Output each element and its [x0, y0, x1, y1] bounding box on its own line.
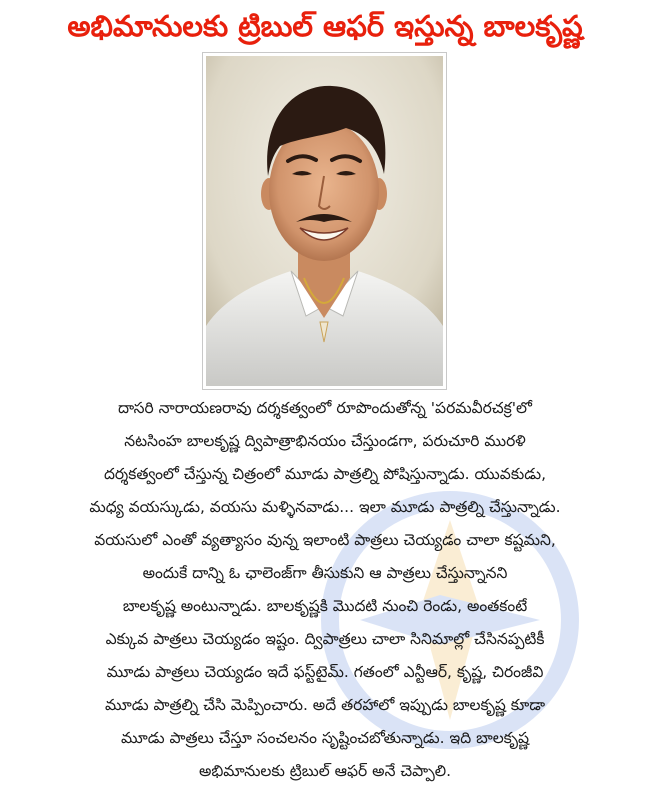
- article-line: అందుకే దాన్ని ఓ ఛాలెంజ్‌గా తీసుకుని ఆ పాత్రలు చేస్తున్నానని: [142, 564, 508, 582]
- article-body: [0, 392, 650, 788]
- article-line: దర్శకత్వంలో చేస్తున్న చిత్రంలో మూడు పాత్రల్ని పోషిస్తున్నాడు. యువకుడు,: [103, 465, 547, 483]
- article-line: మూడు పాత్రలు చెయ్యడం ఇదే ఫస్ట్‌టైమ్. గతంలో ఎన్టీఆర్, కృష్ణ, చిరంజీవి: [106, 663, 544, 681]
- article-line: ఎక్కువ పాత్రలు చెయ్యడం ఇష్టం. ద్విపాత్రలు చాలా సినిమాల్లో చేసినప్పటికీ: [105, 630, 545, 648]
- article-line: దాసరి నారాయణరావు దర్శకత్వంలో రూపొందుతోన్న 'పరమవీరచక్ర'లో: [118, 399, 532, 417]
- headline: అభిమానులకు ట్రిబుల్ ఆఫర్ ఇస్తున్న బాలకృష్ణ: [67, 9, 583, 43]
- article-line: మూడు పాత్రల్ని చేసి మెప్పించారు. అదే తరహాలో ఇప్పుడు బాలకృష్ణ కూడా: [104, 696, 546, 714]
- portrait-painting-icon: [206, 56, 443, 386]
- article-line: అభిమానులకు ట్రిబుల్ ఆఫర్ అనే చెప్పాలి.: [198, 762, 452, 780]
- article-line: మధ్య వయస్కుడు, వయసు మళ్ళినవాడు... ఇలా మూడు పాత్రల్ని చేస్తున్నాడు.: [89, 498, 561, 516]
- article-line: బాలకృష్ణ అంటున్నాడు. బాలకృష్ణకి మొదటి నుంచి రెండు, అంతకంటే: [122, 597, 528, 615]
- article-line: నటసింహ బాలకృష్ణ ద్విపాత్రాభినయం చేస్తుండగా, పరుచూరి మురళి: [124, 432, 526, 450]
- portrait-photo: [202, 52, 447, 390]
- article-line: వయసులో ఎంతో వ్యత్యాసం వున్న ఇలాంటి పాత్రలు చెయ్యడం చాలా కష్టమని,: [94, 531, 556, 549]
- article-line: మూడు పాత్రలు చేస్తూ సంచలనం సృష్టించబోతున్నాడు. ఇది బాలకృష్ణ: [120, 729, 530, 747]
